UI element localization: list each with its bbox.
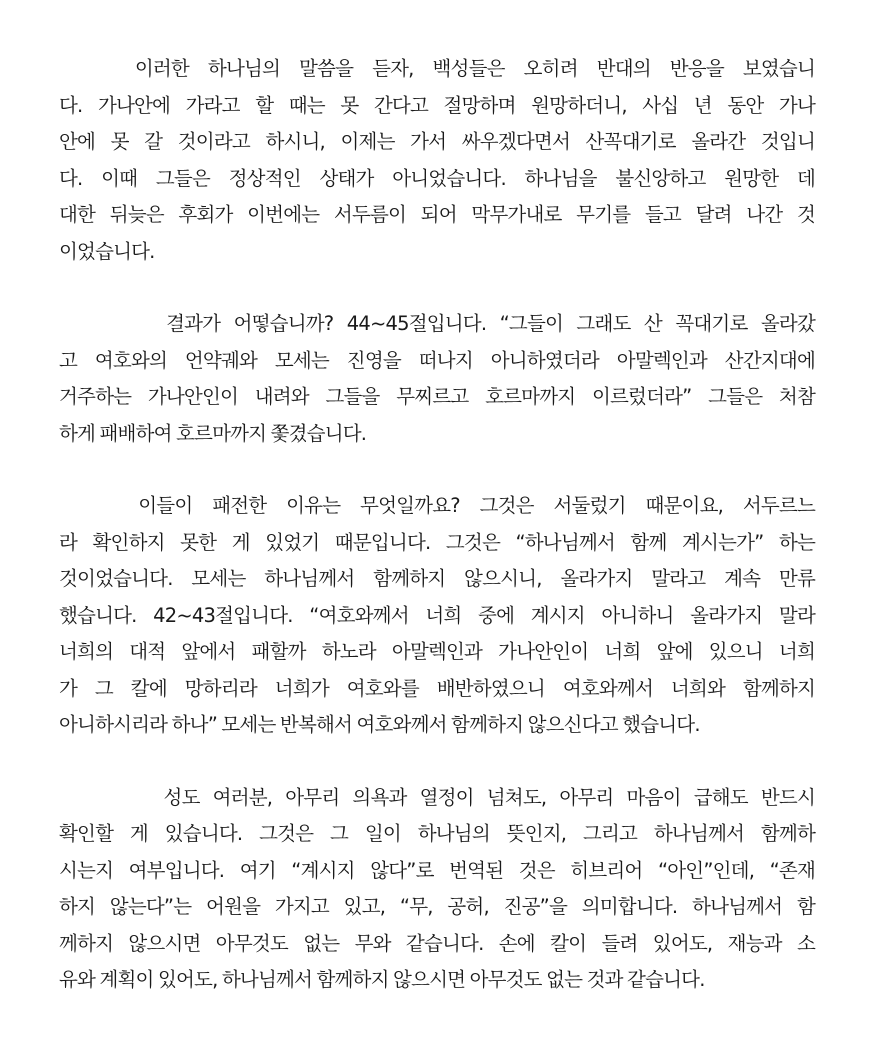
document-body bbox=[59, 51, 815, 1035]
text-line: 고 여호와의 언약궤와 모세는 진영을 떠나지 아니하였더라 아말렉인과 산간지대에 bbox=[59, 348, 815, 372]
text-line: 께하지 않으시면 아무것도 없는 무와 같습니다. 손에 칼이 들려 있어도, 재능과 소 bbox=[59, 931, 815, 955]
paragraph bbox=[59, 488, 815, 744]
text-line: 하게 패배하여 호르마까지 쫓겼습니다. bbox=[59, 421, 367, 445]
text-line: 가 그 칼에 망하리라 너희가 여호와를 배반하였으니 여호와께서 너희와 함께하지 bbox=[59, 676, 815, 700]
paragraph bbox=[59, 51, 815, 270]
text-line: 다. 가나안에 가라고 할 때는 못 간다고 절망하며 원망하더니, 사십 년 동안 가나 bbox=[59, 93, 815, 117]
text-line: 아니하시리라 하나” 모세는 반복해서 여호와께서 함께하지 않으신다고 했습니다. bbox=[59, 713, 700, 736]
paragraph bbox=[59, 780, 815, 999]
text-line: 라 확인하지 못한 게 있었기 때문입니다. 그것은 “하나님께서 함께 계시는가” 하는 bbox=[59, 530, 815, 554]
text-line: 다. 이때 그들은 정상적인 상태가 아니었습니다. 하나님을 불신앙하고 원망한 데 bbox=[59, 166, 815, 190]
text-line: 이러한 하나님의 말씀을 듣자, 백성들은 오히려 반대의 반응을 보였습니 bbox=[59, 57, 815, 80]
text-line: 결과가 어떻습니까? 44~45절입니다. “그들이 그래도 산 꼭대기로 올라갔 bbox=[59, 312, 815, 335]
text-line: 유와 계획이 있어도, 하나님께서 함께하지 않으시면 아무것도 없는 것과 같습니다. bbox=[59, 968, 705, 991]
text-line: 성도 여러분, 아무리 의욕과 열정이 넘쳐도, 아무리 마음이 급해도 반드시 bbox=[59, 785, 815, 809]
text-line: 너희의 대적 앞에서 패할까 하노라 아말렉인과 가나안인이 너희 앞에 있으니 너희 bbox=[59, 640, 815, 663]
text-line: 확인할 게 있습니다. 그것은 그 일이 하나님의 뜻인지, 그리고 하나님께서 함께하 bbox=[59, 822, 815, 845]
text-line: 이들이 패전한 이유는 무엇일까요? 그것은 서둘렀기 때문이요, 서두르느 bbox=[59, 494, 815, 517]
text-line: 것이었습니다. 모세는 하나님께서 함께하지 않으시니, 올라가지 말라고 계속 만류 bbox=[59, 567, 815, 590]
text-line: 거주하는 가나안인이 내려와 그들을 무찌르고 호르마까지 이르렀더라” 그들은 처참 bbox=[59, 385, 815, 408]
text-line: 대한 뒤늦은 후회가 이번에는 서두름이 되어 막무가내로 무기를 들고 달려 나간 것 bbox=[59, 203, 815, 226]
text-line: 이었습니다. bbox=[59, 239, 155, 263]
paragraph bbox=[59, 306, 815, 452]
text-line: 안에 못 갈 것이라고 하시니, 이제는 가서 싸우겠다면서 산꼭대기로 올라간 것입니 bbox=[59, 130, 815, 153]
text-line: 하지 않는다”는 어원을 가지고 있고, “무, 공허, 진공”을 의미합니다. 하나님께서 함 bbox=[59, 895, 815, 918]
text-line: 시는지 여부입니다. 여기 “계시지 않다”로 번역된 것은 히브리어 “아인”인데, “존재 bbox=[59, 858, 815, 882]
text-line: 했습니다. 42~43절입니다. “여호와께서 너희 중에 계시지 아니하니 올라가지 말라 bbox=[59, 603, 815, 627]
